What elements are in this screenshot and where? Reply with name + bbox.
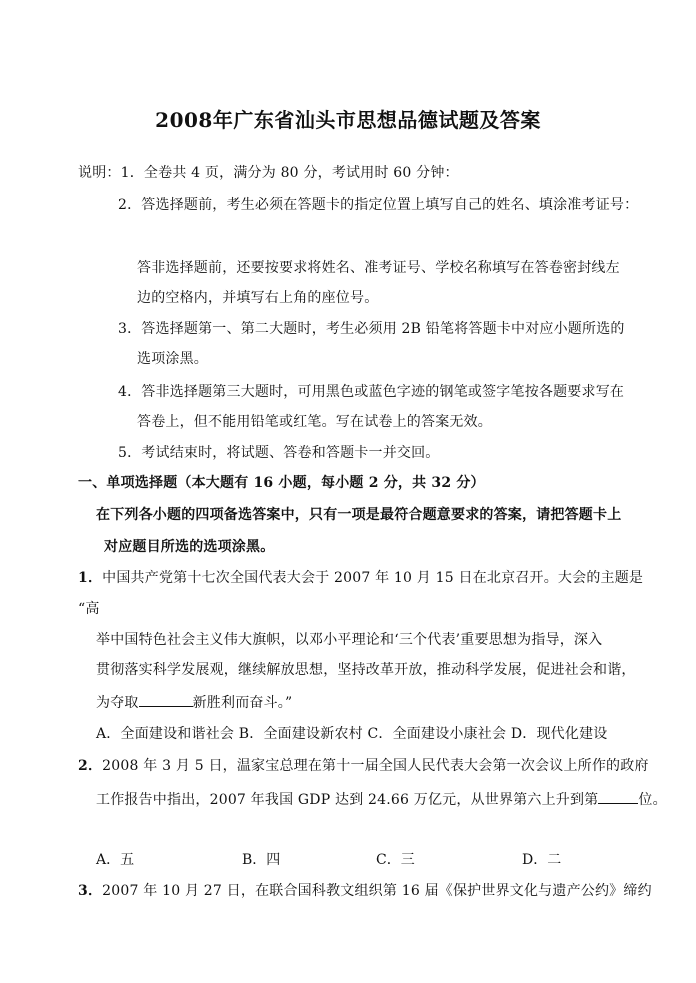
answer-blank [139, 692, 193, 707]
question-2-text-2a: 工作报告中指出，2007 年我国 GDP 达到 24.66 万亿元，从世界第六上升到第 [96, 792, 599, 808]
question-2-text-2b: 位。 [638, 792, 667, 808]
instruction-item-3: 3．答选择题第一、第二大题时，考生必须用 2B 铅笔将答题卡中对应小题所选的 [118, 321, 625, 337]
question-2-option-c: C．三 [376, 852, 415, 868]
instructions-label: 说明： [78, 165, 121, 181]
instruction-item-2: 2．答选择题前，考生必须在答题卡的指定位置上填写自己的姓名、填涂准考证号： [118, 197, 639, 213]
section-heading: 一、单项选择题（本大题有 16 小题，每小题 2 分，共 32 分） [78, 475, 485, 491]
instruction-item-2-cont-1: 答非选择题前，还要按要求将姓名、准考证号、学校名称填写在答卷密封线左 [137, 260, 620, 276]
question-2-line-2 [96, 789, 667, 809]
question-2-option-a: A．五 [96, 852, 135, 868]
question-3-line-1 [78, 882, 652, 900]
question-1-text-5a: 为夺取 [96, 695, 139, 711]
question-2-option-d: D．二 [522, 852, 562, 868]
question-2-text-1: 2008 年 3 月 5 日，温家宝总理在第十一届全国人民代表大会第一次会议上所作的政府 [102, 758, 649, 774]
instruction-item-3-cont: 选项涂黑。 [137, 351, 208, 367]
instruction-item-5: 5．考试结束时，将试题、答卷和答题卡一并交回。 [118, 445, 440, 461]
question-2-line-1 [78, 757, 649, 775]
question-1-line-5 [96, 692, 292, 712]
answer-blank [598, 789, 638, 804]
question-2-option-b: B．四 [242, 852, 281, 868]
question-2-number: 2． [78, 758, 103, 774]
instruction-item-1: 1．全卷共 4 页，满分为 80 分，考试用时 60 分钟： [120, 165, 459, 181]
question-1-line-1 [78, 569, 643, 587]
question-1-text-5b: 新胜利而奋斗。” [192, 695, 293, 711]
question-1-text-1: 中国共产党第十七次全国代表大会于 2007 年 10 月 15 日在北京召开。大会的主题是 [102, 570, 644, 586]
instruction-item-2-cont-2: 边的空格内，并填写右上角的座位号。 [137, 290, 379, 306]
question-3-text-1: 2007 年 10 月 27 日，在联合国科教文组织第 16 届《保护世界文化与遗产公约》缔约 [102, 883, 652, 899]
section-direction-1: 在下列各小题的四项备选答案中，只有一项是最符合题意要求的答案，请把答题卡上 [96, 507, 622, 523]
instruction-item-4-cont: 答卷上，但不能用铅笔或红笔。写在试卷上的答案无效。 [137, 414, 492, 430]
page-title: 2008年广东省汕头市思想品德试题及答案 [155, 108, 541, 132]
question-1-options: A．全面建设和谐社会 B．全面建设新农村 C．全面建设小康社会 D．现代化建设 [96, 726, 608, 742]
section-direction-2: 对应题目所选的选项涂黑。 [104, 539, 275, 555]
instructions-line-1 [78, 164, 459, 182]
instruction-item-4: 4．答非选择题第三大题时，可用黑色或蓝色字迹的钢笔或签字笔按各题要求写在 [118, 384, 625, 400]
question-1-line-2: “高 [78, 601, 100, 617]
question-1-line-3: 举中国特色社会主义伟大旗帜，以邓小平理论和‘三个代表’重要思想为指导，深入 [96, 632, 603, 648]
question-3-number: 3． [78, 883, 103, 899]
question-1-number: 1． [78, 570, 103, 586]
question-1-line-4: 贯彻落实科学发展观，继续解放思想，坚持改革开放，推动科学发展，促进社会和谐， [96, 662, 636, 678]
